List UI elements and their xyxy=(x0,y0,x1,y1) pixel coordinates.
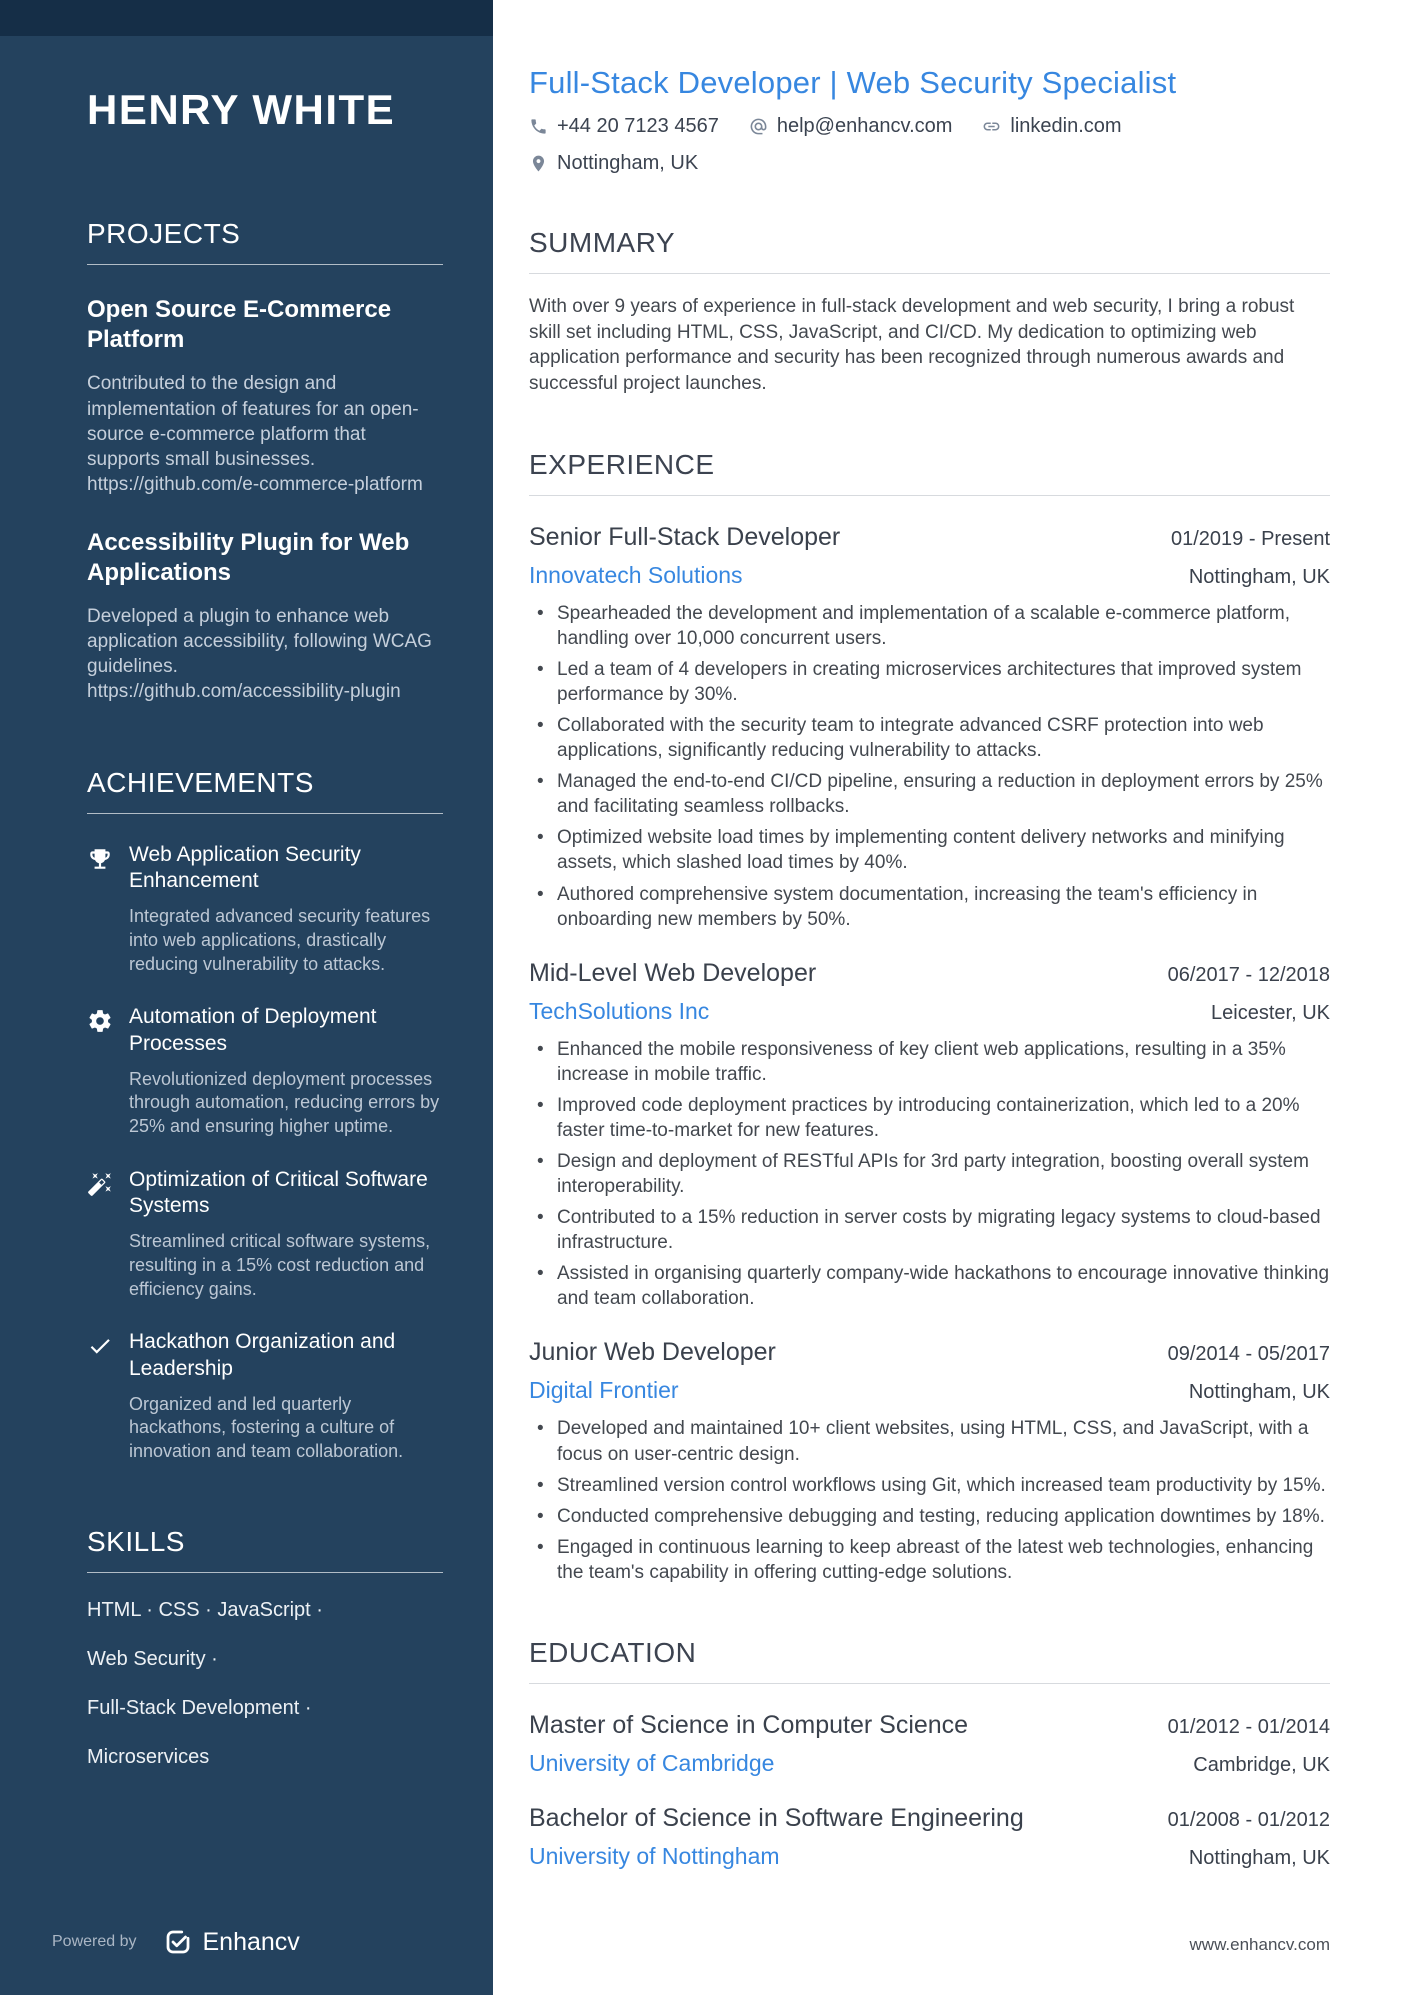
company-name: TechSolutions Inc xyxy=(529,997,710,1024)
email-at-icon xyxy=(749,117,768,136)
school-name: University of Nottingham xyxy=(529,1842,780,1869)
experience-entry xyxy=(529,1337,1330,1584)
check-icon xyxy=(87,1333,113,1359)
achievement-description: Organized and led quarterly hackathons, fostering a culture of innovation and team collaboration. xyxy=(129,1393,404,1462)
education-entry xyxy=(529,1710,1330,1777)
email-address[interactable]: help@enhancv.com xyxy=(776,115,953,138)
project-title: Accessibility Plugin for Web Applications xyxy=(87,528,410,586)
automation-gear-icon xyxy=(87,1008,113,1034)
enhancv-logo[interactable] xyxy=(163,1927,300,1957)
achievement-description: Streamlined critical software systems, resulting in a 15% cost reduction and efficiency gains. xyxy=(129,1231,431,1299)
job-bullet: • Streamlined version control workflows using Git, which increased team productivity by 15%. xyxy=(529,1473,1330,1498)
company-name: Innovatech Solutions xyxy=(529,561,743,588)
job-bullet: • Managed the end-to-end CI/CD pipeline, ensuring a reduction in deployment errors by 25% and facilitating seamless rollbacks. xyxy=(529,769,1330,819)
company-name: Digital Frontier xyxy=(529,1377,679,1404)
job-bullet: • Authored comprehensive system documentation, increasing the team's efficiency in onboarding new members by 50%. xyxy=(529,882,1330,932)
project-item xyxy=(87,295,443,497)
candidate-name: HENRY WHITE xyxy=(87,86,396,133)
experience-entry xyxy=(529,522,1330,932)
main-content xyxy=(493,0,1410,1995)
job-bullet: • Engaged in continuous learning to keep abreast of the latest web technologies, enhancing the team's capability in offering cutting-edge solutions. xyxy=(529,1535,1330,1585)
location-contact xyxy=(529,152,698,175)
contact-row xyxy=(529,115,1330,138)
achievement-item xyxy=(87,1167,443,1302)
job-title: Mid-Level Web Developer xyxy=(529,958,817,987)
enhancv-logo-icon xyxy=(163,1927,193,1957)
project-description: Contributed to the design and implementation of features for an open-source e-commerce platform that supports small businesses. xyxy=(87,373,419,471)
job-bullet: • Assisted in organising quarterly company-wide hackathons to encourage innovative thinking and team collaboration. xyxy=(529,1261,1330,1311)
magic-wand-icon xyxy=(87,1171,113,1197)
education-dates: 01/2008 - 01/2012 xyxy=(1167,1808,1330,1831)
achievement-title: Optimization of Critical Software Systems xyxy=(129,1167,428,1218)
project-title: Open Source E-Commerce Platform xyxy=(87,296,392,354)
phone-contact xyxy=(529,115,719,138)
job-bullet: • Enhanced the mobile responsiveness of key client web applications, resulting in a 35% increase in mobile traffic. xyxy=(529,1037,1330,1087)
projects-heading: PROJECTS xyxy=(87,218,443,265)
achievement-title: Web Application Security Enhancement xyxy=(129,842,361,893)
summary-heading: SUMMARY xyxy=(529,227,1330,274)
education-heading: EDUCATION xyxy=(529,1637,1330,1684)
enhancv-website-link[interactable]: www.enhancv.com xyxy=(1189,1935,1330,1954)
link-icon xyxy=(982,117,1001,136)
linkedin-url[interactable]: linkedin.com xyxy=(1010,115,1122,138)
education-entry xyxy=(529,1803,1330,1870)
job-location: Nottingham, UK xyxy=(1188,1381,1330,1404)
phone-icon xyxy=(529,117,548,136)
skill-line: Full-Stack Development · xyxy=(87,1696,312,1719)
job-bullet: • Design and deployment of RESTful APIs for 3rd party integration, boosting overall system interoperability. xyxy=(529,1149,1330,1199)
skill-line: Microservices xyxy=(87,1745,210,1768)
school-name: University of Cambridge xyxy=(529,1749,775,1776)
job-bullet: • Developed and maintained 10+ client websites, using HTML, CSS, and JavaScript, with a focus on user-centric design. xyxy=(529,1416,1330,1466)
achievement-item xyxy=(87,1329,443,1464)
achievement-description: Integrated advanced security features into web applications, drastically reducing vulnerability to attacks. xyxy=(129,906,431,974)
job-bullet: • Improved code deployment practices by introducing containerization, which led to a 20% faster time-to-market for new features. xyxy=(529,1093,1330,1143)
job-bullet: • Contributed to a 15% reduction in server costs by migrating legacy systems to cloud-based infrastructure. xyxy=(529,1205,1330,1255)
skill-line: Web Security · xyxy=(87,1647,218,1670)
job-bullets xyxy=(529,1416,1330,1584)
project-item xyxy=(87,528,443,705)
skills-heading: SKILLS xyxy=(87,1526,443,1573)
sidebar-top-accent-bar xyxy=(0,0,493,36)
skills-section xyxy=(87,1526,443,1769)
job-bullet: • Optimized website load times by implementing content delivery networks and minifying assets, which slashed load times by 40%. xyxy=(529,825,1330,875)
project-link[interactable]: https://github.com/e-commerce-platform xyxy=(87,474,423,496)
job-bullet: • Led a team of 4 developers in creating microservices architectures that improved system performance by 30%. xyxy=(529,657,1330,707)
job-bullet: • Collaborated with the security team to integrate advanced CSRF protection into web applications, significantly reducing vulnerability to attacks. xyxy=(529,713,1330,763)
achievement-item xyxy=(87,1004,443,1139)
school-location: Nottingham, UK xyxy=(1188,1846,1330,1869)
job-bullet: • Spearheaded the development and implementation of a scalable e-commerce platform, handling over 10,000 concurrent users. xyxy=(529,601,1330,651)
achievements-heading: ACHIEVEMENTS xyxy=(87,767,443,814)
degree-title: Master of Science in Computer Science xyxy=(529,1710,969,1739)
experience-heading: EXPERIENCE xyxy=(529,449,1330,496)
email-contact[interactable] xyxy=(749,115,953,138)
job-dates: 06/2017 - 12/2018 xyxy=(1167,963,1330,986)
job-bullet: • Conducted comprehensive debugging and testing, reducing application downtimes by 18%. xyxy=(529,1504,1330,1529)
experience-entry xyxy=(529,958,1330,1312)
job-bullets xyxy=(529,1037,1330,1312)
job-location: Leicester, UK xyxy=(1211,1001,1330,1024)
project-link[interactable]: https://github.com/accessibility-plugin xyxy=(87,681,401,703)
summary-text: With over 9 years of experience in full-stack development and web security, I bring a robust skill set including HTML, CSS, JavaScript, and CI/CD. My dedication to optimizing web application performance and security has been recognized through numerous awards and successful project launches. xyxy=(529,296,1295,395)
trophy-icon xyxy=(87,846,113,872)
enhancv-logo-text: Enhancv xyxy=(202,1927,300,1956)
project-description: Developed a plugin to enhance web application accessibility, following WCAG guidelines. xyxy=(87,605,432,678)
resume-headline: Full-Stack Developer | Web Security Specialist xyxy=(529,65,1177,100)
achievements-section xyxy=(87,767,443,1464)
location-pin-icon xyxy=(529,154,548,173)
powered-by-label: Powered by xyxy=(52,1933,137,1950)
achievement-title: Hackathon Organization and Leadership xyxy=(129,1330,396,1381)
job-title: Senior Full-Stack Developer xyxy=(529,522,841,551)
job-location: Nottingham, UK xyxy=(1188,565,1330,588)
projects-section xyxy=(87,218,443,704)
school-location: Cambridge, UK xyxy=(1193,1753,1330,1776)
education-dates: 01/2012 - 01/2014 xyxy=(1167,1715,1330,1738)
degree-title: Bachelor of Science in Software Engineering xyxy=(529,1803,1024,1832)
job-dates: 09/2014 - 05/2017 xyxy=(1167,1343,1330,1366)
phone-number: +44 20 7123 4567 xyxy=(557,115,719,138)
link-contact[interactable] xyxy=(982,115,1121,138)
achievement-item xyxy=(87,842,443,977)
achievement-description: Revolutionized deployment processes through automation, reducing errors by 25% and ensuring higher uptime. xyxy=(129,1068,440,1137)
location-text: Nottingham, UK xyxy=(557,152,699,175)
achievement-title: Automation of Deployment Processes xyxy=(129,1005,377,1055)
sidebar-footer xyxy=(52,1927,457,1957)
skill-line: HTML · CSS · JavaScript · xyxy=(87,1598,323,1621)
job-dates: 01/2019 - Present xyxy=(1171,527,1330,550)
job-bullets xyxy=(529,601,1330,932)
sidebar xyxy=(0,0,493,1995)
contact-row-location xyxy=(529,152,1330,175)
job-title: Junior Web Developer xyxy=(529,1338,776,1367)
